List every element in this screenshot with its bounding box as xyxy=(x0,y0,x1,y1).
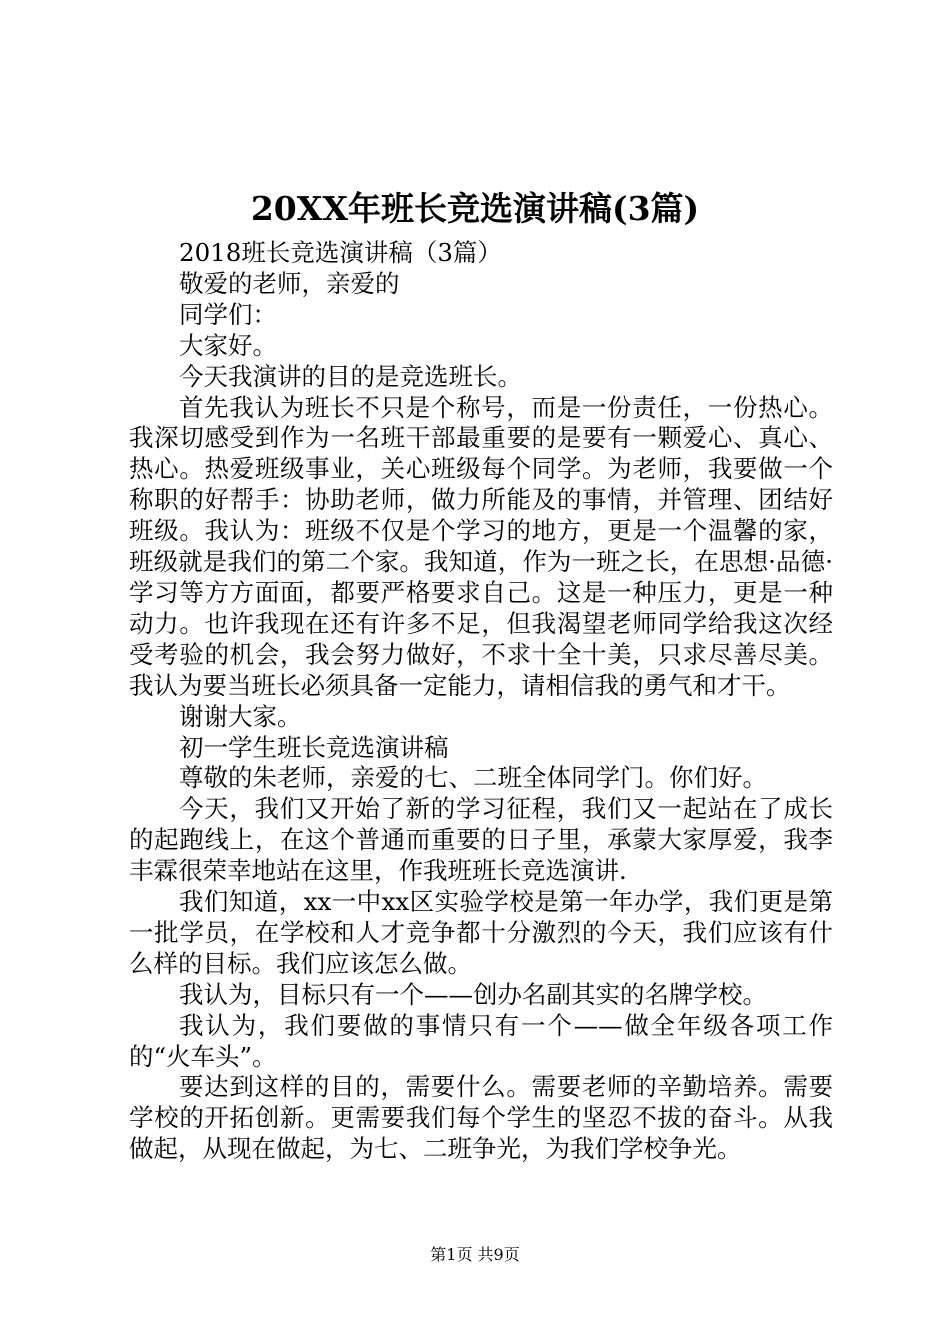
paragraph-hello: 大家好。 xyxy=(179,330,277,360)
paragraph-task: 我认为，我们要做的事情只有一个——做全年级各项工作的“火车头”。 xyxy=(129,1010,833,1071)
paragraph-greeting-cont: 同学们： xyxy=(179,299,277,329)
paragraph-thanks: 谢谢大家。 xyxy=(179,701,302,731)
paragraph-main: 首先我认为班长不只是个称号，而是一份责任，一份热心。我深切感受到作为一名班干部最重要的是要有一颗爱心、真心、热心。热爱班级事业，关心班级每个同学。为老师，我要做一个称职的好帮手：协助老师，做力所能及的事情，并管理、团结好班级。我认为：班级不仅是个学习的地方，更是一个温馨的家，班级就是我们的第二个家。我知道，作为一班之长，在思想·品德·学习等方方面面，都要严格要求自己。这是一种压力，更是一种动力。也许我现在还有许多不足，但我渴望老师同学给我这次经受考验的机会，我会努力做好，不求十全十美，只求尽善尽美。我认为要当班长必须具备一定能力，请相信我的勇气和才干。 xyxy=(129,392,833,700)
page-footer: 第1页 共9页 xyxy=(430,1245,520,1264)
document-body xyxy=(129,238,833,1165)
paragraph-salutation: 尊敬的朱老师，亲爱的七、二班全体同学门。你们好。 xyxy=(179,763,767,793)
paragraph-conclusion: 要达到这样的目的，需要什么。需要老师的辛勤培养。需要学校的开拓创新。更需要我们每个学生的坚忍不拔的奋斗。从我做起，从现在做起，为七、二班争光，为我们学校争光。 xyxy=(129,1072,833,1164)
paragraph-greeting: 敬爱的老师，亲爱的 xyxy=(179,268,400,298)
paragraph-today: 今天，我们又开始了新的学习征程，我们又一起站在了成长的起跑线上，在这个普通而重要的日子里，承蒙大家厚爱，我李丰霖很荣幸地站在这里，作我班班长竞选演讲. xyxy=(129,794,833,886)
paragraph-subheading: 初一学生班长竞选演讲稿 xyxy=(179,732,449,762)
paragraph-school: 我们知道，xx一中xx区实验学校是第一年办学，我们更是第一批学员，在学校和人才竞争都十分激烈的今天，我们应该有什么样的目标。我们应该怎么做。 xyxy=(129,887,833,978)
paragraph-goal: 我认为，目标只有一个——创办名副其实的名牌学校。 xyxy=(179,979,767,1009)
paragraph-heading: 2018班长竞选演讲稿（3篇） xyxy=(179,238,502,267)
paragraph-purpose: 今天我演讲的目的是竞选班长。 xyxy=(179,361,522,391)
document-title: 20XX年班长竞选演讲稿(3篇) xyxy=(250,189,700,228)
